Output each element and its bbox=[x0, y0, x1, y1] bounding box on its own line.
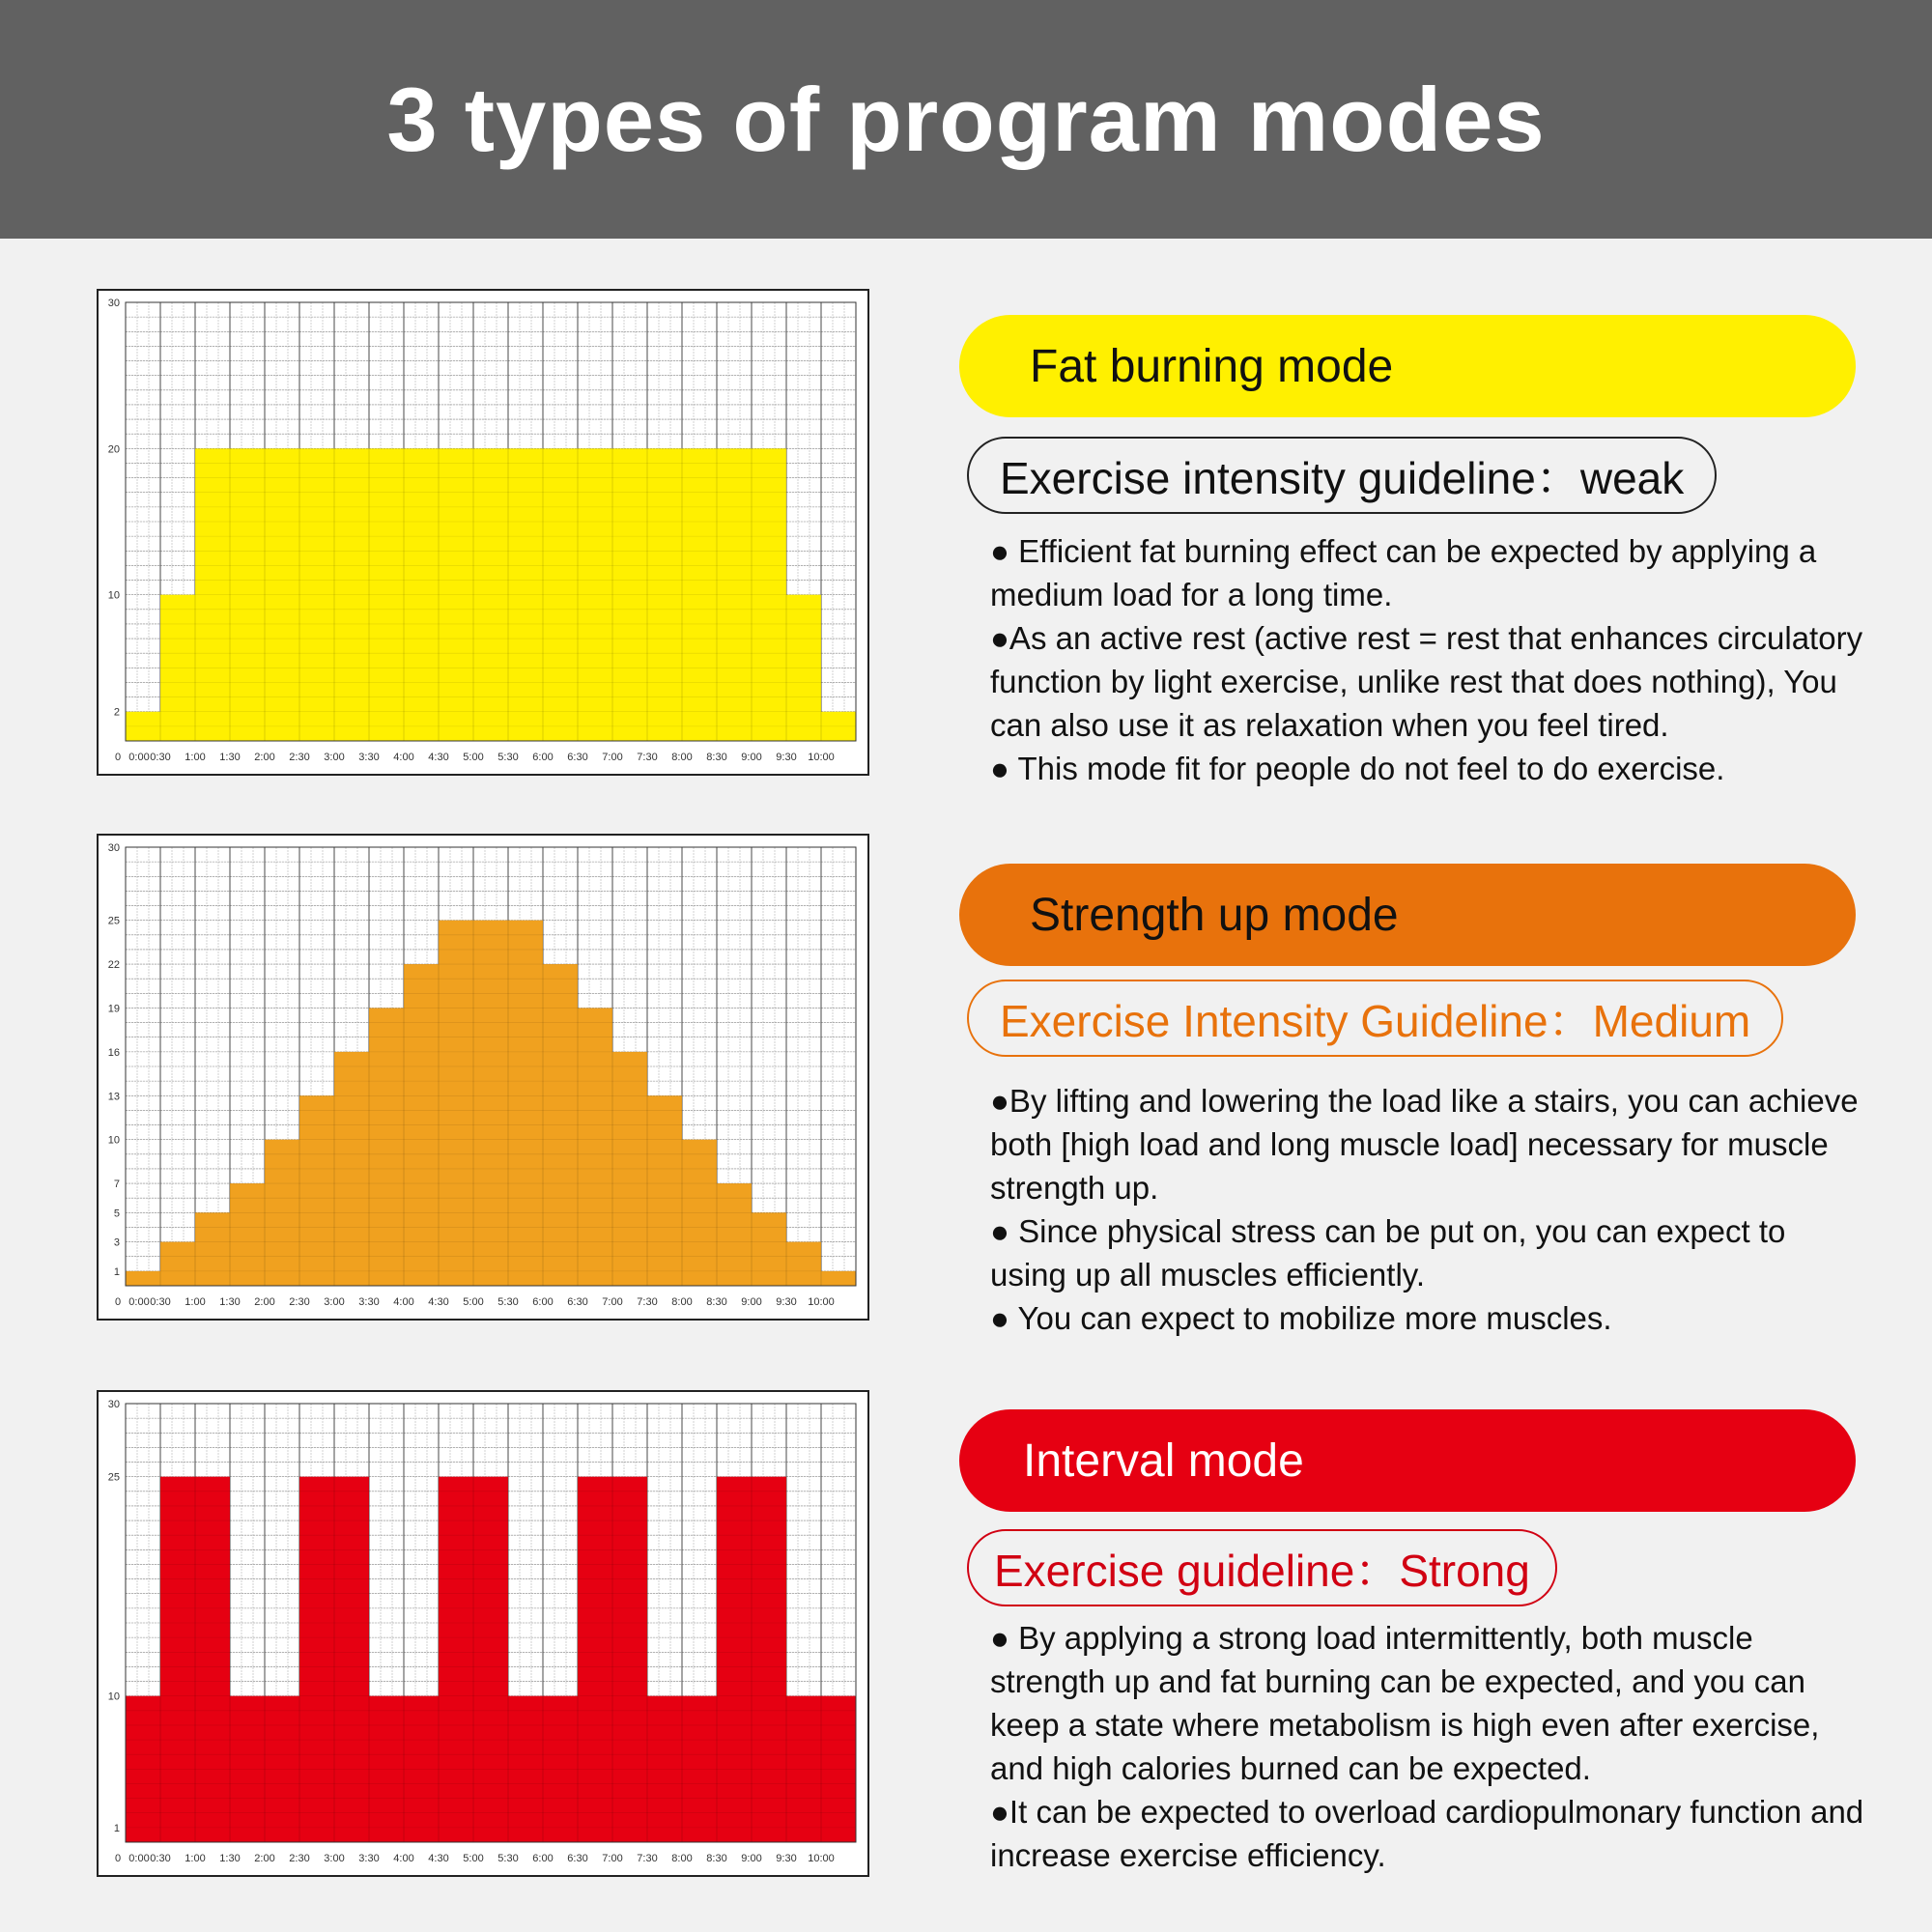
y-tick-label: 30 bbox=[107, 298, 120, 309]
x-tick-label: 4:00 bbox=[393, 1296, 414, 1308]
x-tick-label: 3:00 bbox=[324, 752, 345, 763]
x-tick-label: 7:00 bbox=[602, 1853, 623, 1864]
interval-chart bbox=[97, 1390, 869, 1877]
x-tick-label: 8:30 bbox=[706, 1296, 727, 1308]
x-tick-label: 10:00 bbox=[808, 752, 835, 763]
strength-up-paragraph-2: ● Since physical stress can be put on, you can expect to using up all muscles efficiently. bbox=[990, 1213, 1786, 1293]
interval-description bbox=[990, 1616, 1869, 1877]
fat-burning-chart-svg bbox=[99, 291, 867, 774]
x-tick-label: 0 bbox=[114, 752, 122, 763]
bar-segment-4 bbox=[230, 1183, 265, 1286]
x-tick-label: 6:30 bbox=[567, 1853, 588, 1864]
page-title: 3 types of program modes bbox=[386, 68, 1546, 170]
bar-segment-14 bbox=[647, 1095, 682, 1286]
fat-burning-paragraph-2: ●As an active rest (active rest = rest that enhances circulatory function by light exercise, unlike rest that does nothing), You can also use it as relaxation when you feel tired. bbox=[990, 620, 1863, 743]
x-tick-label: 6:00 bbox=[532, 1296, 554, 1308]
x-tick-label: 2:30 bbox=[289, 752, 310, 763]
x-tick-label: 9:00 bbox=[741, 1296, 762, 1308]
x-tick-label: 2:00 bbox=[254, 1853, 275, 1864]
x-tick-label: 7:30 bbox=[637, 1296, 658, 1308]
interval-paragraph-2: ●It can be expected to overload cardiopulmonary function and increase exercise efficiency. bbox=[990, 1794, 1864, 1873]
bar-segment-19 bbox=[821, 1271, 856, 1286]
x-tick-label: 5:30 bbox=[497, 1296, 519, 1308]
x-tick-label: 8:00 bbox=[671, 1296, 693, 1308]
strength-up-mode-pill bbox=[959, 864, 1856, 966]
x-tick-label: 3:00 bbox=[324, 1296, 345, 1308]
fat-burning-chart bbox=[97, 289, 869, 776]
x-tick-label: 1:30 bbox=[219, 1296, 241, 1308]
interval-chart-svg bbox=[99, 1392, 867, 1875]
x-tick-label: 10:00 bbox=[808, 1853, 835, 1864]
y-tick-label: 5 bbox=[113, 1208, 120, 1220]
x-tick-label: 9:30 bbox=[776, 1296, 797, 1308]
bar-segment-16 bbox=[717, 1183, 752, 1286]
y-tick-label: 1 bbox=[113, 1265, 120, 1278]
interval-mode-title: Interval mode bbox=[1023, 1435, 1304, 1487]
x-tick-label: 6:00 bbox=[532, 1853, 554, 1864]
page-header bbox=[0, 0, 1932, 239]
x-tick-label: 0:30 bbox=[150, 1296, 171, 1308]
x-tick-label: 6:00 bbox=[532, 752, 554, 763]
x-tick-label: 5:30 bbox=[497, 752, 519, 763]
x-tick-label: 6:30 bbox=[567, 752, 588, 763]
fat-burning-description bbox=[990, 529, 1869, 790]
x-tick-label: 10:00 bbox=[808, 1296, 835, 1308]
fat-burning-paragraph-1: ● Efficient fat burning effect can be expected by applying a medium load for a long time. bbox=[990, 533, 1817, 612]
x-tick-label: 5:30 bbox=[497, 1853, 519, 1864]
x-tick-label: 0:30 bbox=[150, 752, 171, 763]
x-tick-label: 7:00 bbox=[602, 1296, 623, 1308]
x-tick-label: 5:00 bbox=[463, 1853, 484, 1864]
y-tick-label: 25 bbox=[107, 1471, 120, 1484]
y-tick-label: 10 bbox=[107, 589, 120, 602]
y-tick-label: 25 bbox=[107, 915, 120, 927]
strength-up-guideline-text: Exercise Intensity Guideline：Medium bbox=[1000, 996, 1751, 1046]
y-tick-label: 1 bbox=[113, 1822, 120, 1834]
x-tick-label: 7:30 bbox=[637, 752, 658, 763]
y-tick-label: 30 bbox=[107, 1399, 120, 1410]
strength-up-chart bbox=[97, 834, 869, 1321]
interval-paragraph-1: ● By applying a strong load intermittently, both muscle strength up and fat burning can be expected, and you can keep a state where metabolism is high even after exercise, and high calories burned can be expected. bbox=[990, 1620, 1820, 1786]
x-tick-label: 4:00 bbox=[393, 752, 414, 763]
fat-burning-mode-title: Fat burning mode bbox=[1030, 340, 1394, 392]
strength-up-paragraph-1: ●By lifting and lowering the load like a stairs, you can achieve both [high load and long muscle load] necessary for muscle strength up. bbox=[990, 1083, 1859, 1206]
x-tick-label: 4:30 bbox=[428, 1853, 449, 1864]
y-tick-label: 22 bbox=[107, 959, 120, 972]
fat-burning-mode-pill bbox=[959, 315, 1856, 417]
y-tick-label: 13 bbox=[107, 1091, 120, 1103]
x-tick-label: 8:00 bbox=[671, 1853, 693, 1864]
y-tick-label: 3 bbox=[113, 1236, 120, 1249]
interval-guideline bbox=[967, 1529, 1557, 1606]
y-tick-label: 19 bbox=[107, 1003, 120, 1015]
x-tick-label: 9:30 bbox=[776, 1853, 797, 1864]
bar-segment-3 bbox=[195, 1212, 230, 1286]
x-tick-label: 0:30 bbox=[150, 1853, 171, 1864]
x-tick-label: 1:30 bbox=[219, 1853, 241, 1864]
x-tick-label: 4:30 bbox=[428, 752, 449, 763]
x-tick-label: 5:00 bbox=[463, 752, 484, 763]
x-tick-label: 9:00 bbox=[741, 752, 762, 763]
x-tick-label: 6:30 bbox=[567, 1296, 588, 1308]
x-tick-label: 0 bbox=[114, 1296, 122, 1308]
x-tick-label: 9:00 bbox=[741, 1853, 762, 1864]
strength-up-chart-svg bbox=[99, 836, 867, 1319]
x-tick-label: 5:00 bbox=[463, 1296, 484, 1308]
x-tick-label: 2:30 bbox=[289, 1853, 310, 1864]
strength-up-mode-title: Strength up mode bbox=[1030, 889, 1399, 941]
x-tick-label: 0:00 bbox=[128, 1853, 150, 1864]
x-tick-label: 7:30 bbox=[637, 1853, 658, 1864]
y-tick-label: 10 bbox=[107, 1134, 120, 1147]
x-tick-label: 0:00 bbox=[128, 1296, 150, 1308]
strength-up-guideline bbox=[967, 980, 1783, 1057]
x-tick-label: 2:30 bbox=[289, 1296, 310, 1308]
x-tick-label: 7:00 bbox=[602, 752, 623, 763]
interval-mode-pill bbox=[959, 1409, 1856, 1512]
y-tick-label: 2 bbox=[113, 706, 120, 719]
x-tick-label: 1:00 bbox=[185, 1296, 206, 1308]
x-tick-label: 4:30 bbox=[428, 1296, 449, 1308]
strength-up-paragraph-3: ● You can expect to mobilize more muscles. bbox=[990, 1300, 1612, 1336]
x-tick-label: 1:00 bbox=[185, 752, 206, 763]
x-tick-label: 3:30 bbox=[358, 1296, 380, 1308]
y-tick-label: 20 bbox=[107, 443, 120, 456]
x-tick-label: 0 bbox=[114, 1853, 122, 1864]
x-tick-label: 0:00 bbox=[128, 752, 150, 763]
bar-segment-18 bbox=[786, 1242, 821, 1286]
fat-burning-paragraph-3: ● This mode fit for people do not feel to do exercise. bbox=[990, 751, 1725, 786]
x-tick-label: 2:00 bbox=[254, 752, 275, 763]
interval-guideline-text: Exercise guideline：Strong bbox=[994, 1546, 1530, 1596]
bar-segment-10 bbox=[439, 921, 543, 1286]
x-tick-label: 3:30 bbox=[358, 1853, 380, 1864]
bar-segment-17 bbox=[752, 1212, 786, 1286]
fat-burning-guideline-text: Exercise intensity guideline：weak bbox=[1000, 453, 1685, 503]
bar-segment-8 bbox=[369, 1008, 404, 1286]
bar-segment-12 bbox=[578, 1008, 612, 1286]
fat-burning-guideline bbox=[967, 437, 1717, 514]
y-tick-label: 7 bbox=[113, 1179, 120, 1191]
y-tick-label: 10 bbox=[107, 1690, 120, 1703]
bar-segment-6 bbox=[299, 1095, 334, 1286]
x-tick-label: 9:30 bbox=[776, 752, 797, 763]
x-tick-label: 4:00 bbox=[393, 1853, 414, 1864]
bar-segment-2 bbox=[160, 1242, 195, 1286]
x-tick-label: 3:00 bbox=[324, 1853, 345, 1864]
y-tick-label: 16 bbox=[107, 1046, 120, 1059]
x-tick-label: 2:00 bbox=[254, 1296, 275, 1308]
x-tick-label: 3:30 bbox=[358, 752, 380, 763]
x-tick-label: 8:30 bbox=[706, 1853, 727, 1864]
x-tick-label: 8:30 bbox=[706, 752, 727, 763]
x-tick-label: 8:00 bbox=[671, 752, 693, 763]
y-tick-label: 30 bbox=[107, 842, 120, 854]
x-tick-label: 1:00 bbox=[185, 1853, 206, 1864]
x-tick-label: 1:30 bbox=[219, 752, 241, 763]
strength-up-description bbox=[990, 1079, 1869, 1340]
bar-segment-1 bbox=[126, 1271, 160, 1286]
